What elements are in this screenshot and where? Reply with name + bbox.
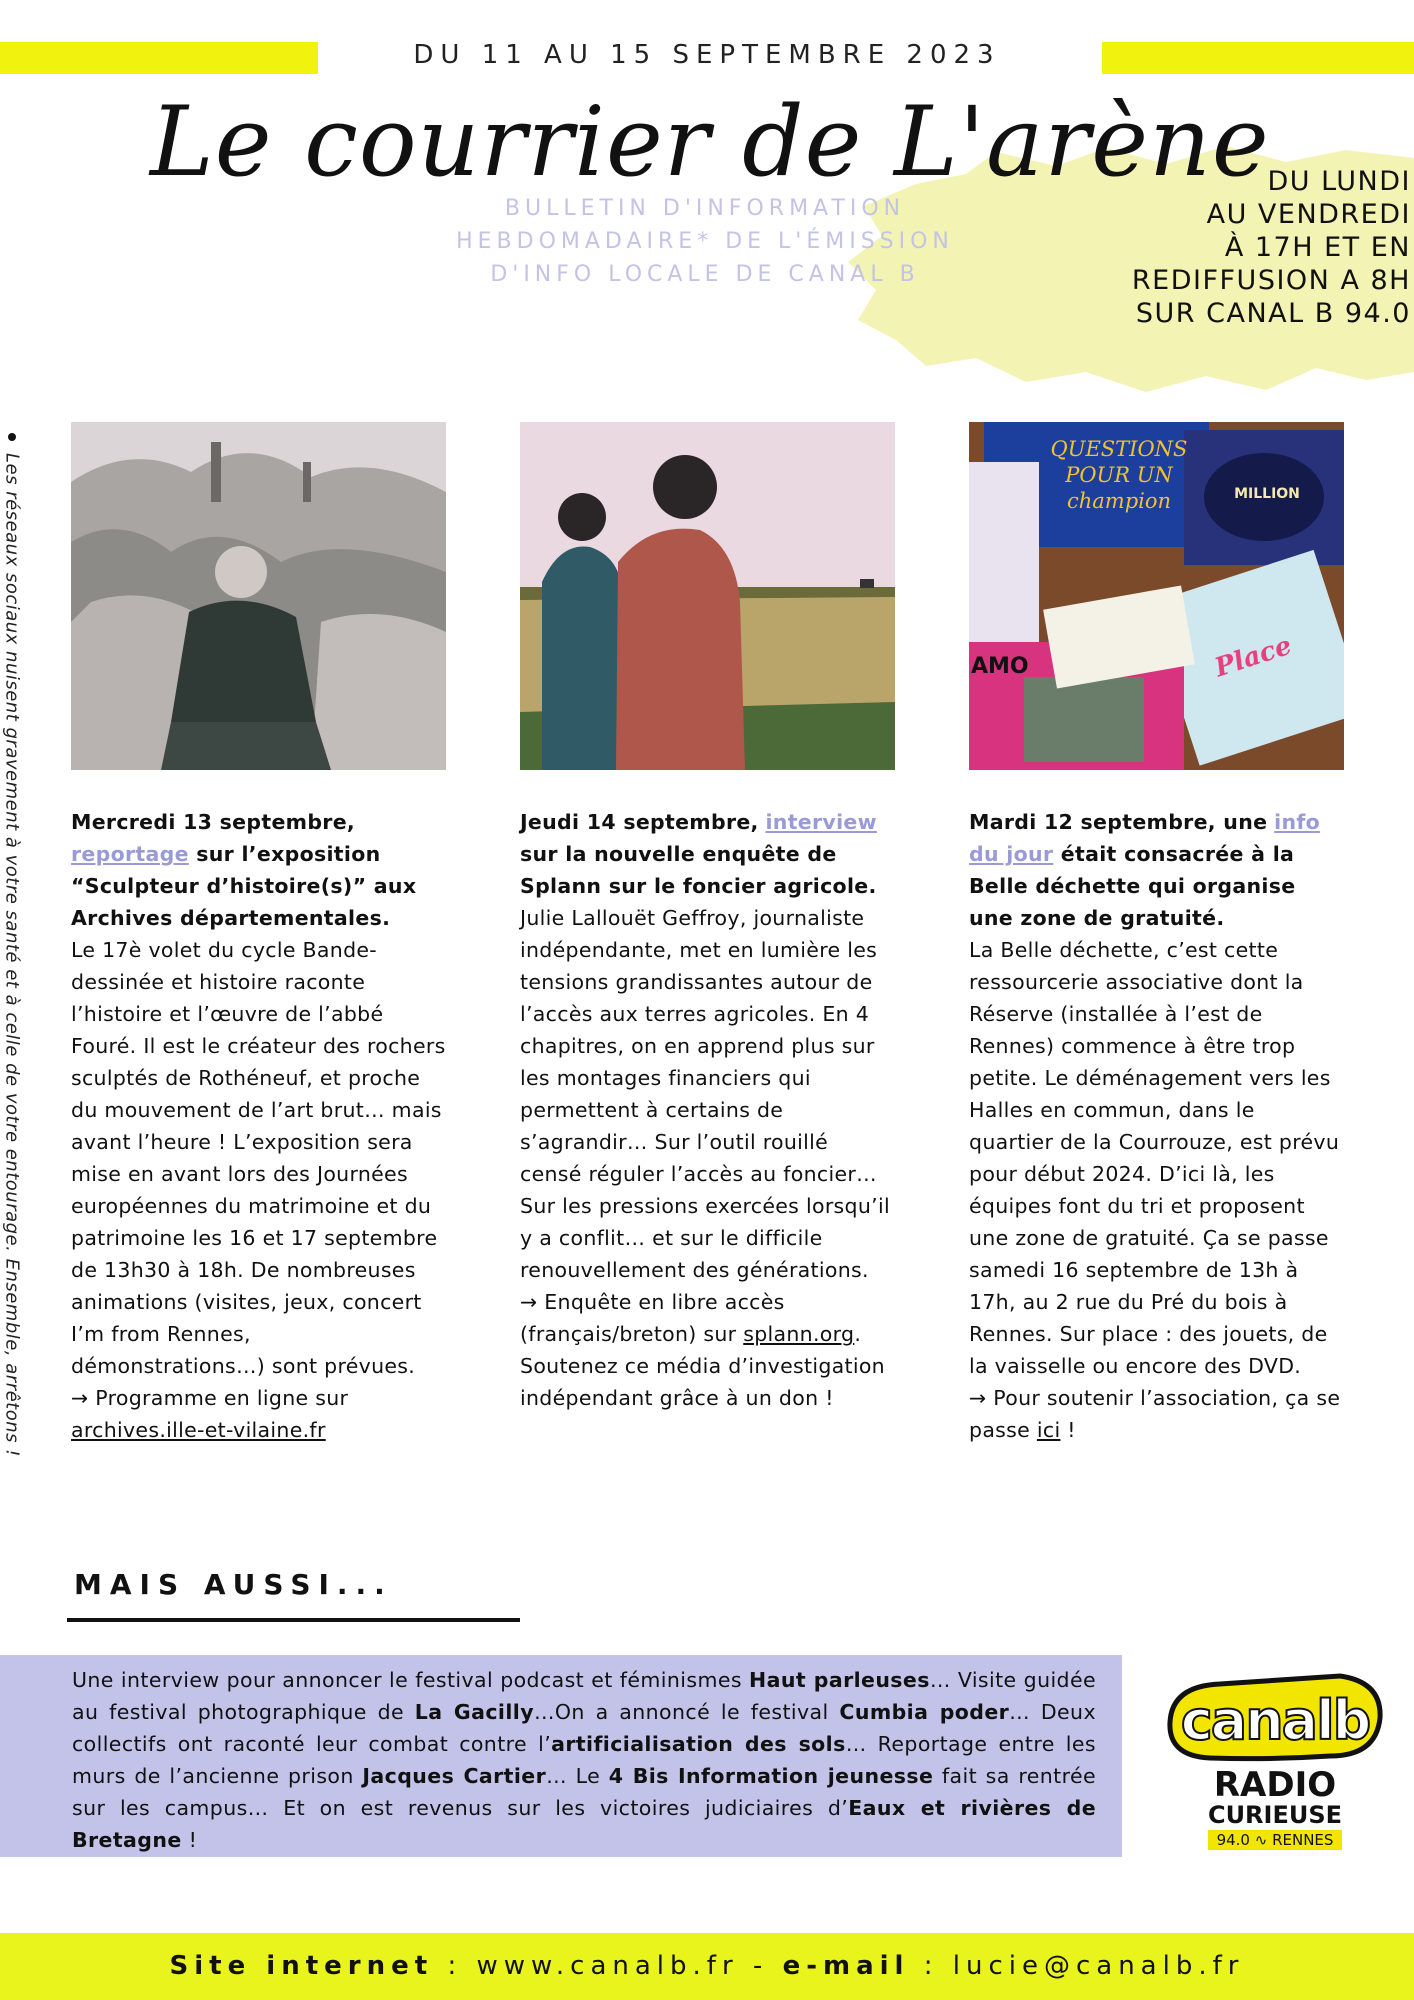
photo-board-games: [969, 422, 1344, 770]
subtitle-line: BULLETIN D'INFORMATION: [504, 196, 906, 221]
newsletter-subtitle: [330, 192, 1080, 291]
text-segment: … Reportage entre les murs de l’ancienne prison: [72, 1732, 1096, 1788]
mais-aussi-text: [72, 1664, 1096, 1856]
article-belle-dechette: [969, 806, 1344, 1446]
footer-contact: [0, 1951, 1414, 1981]
separator: :: [909, 1951, 953, 1981]
email-link[interactable]: lucie@canalb.fr: [952, 1951, 1245, 1981]
article-body: La Belle déchette, c’est cette ressourcerie associative dont la Réserve (installée à l’est de Rennes) commence à être trop petite. Le déménagement vers les Halles en commun, dans le quartier de la Courrouze, est prévu pour début 2024. D’ici là, les équipes font du tri et proposent une zone de gratuité. Ça se passe samedi 16 septembre de 13h à 17h, au 2 rue du Pré du bois à Rennes. Sur place : des jouets, de la vaisselle ou encore des DVD.: [969, 938, 1340, 1378]
article-cta-text: → Programme en ligne sur: [71, 1386, 349, 1410]
game-title-place: Place: [1211, 630, 1296, 684]
highlight-term: Eaux et rivières de Bretagne: [72, 1796, 1097, 1852]
article-cta: [520, 1286, 895, 1414]
broadcast-schedule: [1111, 165, 1411, 330]
text-segment: Une interview pour annoncer le festival podcast et féminismes: [72, 1668, 750, 1692]
article-date: Mardi 12 septembre, une: [969, 810, 1268, 834]
schedule-line: À 17H ET EN: [1224, 232, 1411, 263]
article-cta-end: . Soutenez ce média d’investigation indépendant grâce à un don !: [520, 1322, 885, 1410]
game-title-million: MILLION: [1234, 486, 1300, 502]
highlight-term: Cumbia poder: [839, 1700, 1010, 1724]
article-head-text: était consacrée à la Belle déchette qui organise une zone de gratuité.: [969, 842, 1296, 930]
subtitle-line: HEBDOMADAIRE* DE L'ÉMISSION: [456, 229, 954, 254]
article-cta-text: → Enquête en libre accès (français/breton) sur: [520, 1290, 785, 1346]
mais-aussi-box: [0, 1655, 1122, 1857]
logo-line-radio: RADIO: [1213, 1765, 1337, 1805]
highlight-term: La Gacilly: [414, 1700, 534, 1724]
article-cta-text: → Pour soutenir l’association, ça se passe: [969, 1386, 1341, 1442]
separator: -: [738, 1951, 783, 1981]
interview-link[interactable]: interview: [765, 810, 877, 834]
photo-sculptor: [71, 422, 446, 770]
schedule-line: DU LUNDI: [1267, 166, 1411, 197]
separator: :: [433, 1951, 477, 1981]
photo-farmland: [520, 422, 895, 770]
text-segment: …On a annoncé le festival: [533, 1700, 840, 1724]
text-segment: … Le: [546, 1764, 609, 1788]
article-head: [520, 806, 895, 902]
sidebar-warning-text: Les réseaux sociaux nuisent gravement à votre santé et à celle de votre entourage. Ensemble, arrêtons !: [1, 453, 23, 1457]
top-bar-right: [1102, 42, 1414, 74]
article-head-text: sur la nouvelle enquête de Splann sur le foncier agricole.: [520, 842, 877, 898]
archives-link[interactable]: archives.ille-et-vilaine.fr: [71, 1418, 326, 1442]
game-title-questions: QUESTIONS POUR UN champion: [1050, 437, 1188, 513]
heading-underline: [67, 1618, 520, 1622]
schedule-line: AU VENDREDI: [1206, 199, 1411, 230]
splann-link[interactable]: splann.org: [743, 1322, 855, 1346]
article-exposition: [71, 806, 446, 1446]
article-cta-end: !: [1060, 1418, 1076, 1442]
text-segment: fait sa rentrée sur les campus… Et on est revenus sur les victoires judiciaires d’: [72, 1764, 1096, 1820]
newsletter-title: Le courrier de L'arène: [150, 86, 1270, 198]
subtitle-line: D'INFO LOCALE DE CANAL B: [490, 262, 920, 287]
article-head: [969, 806, 1344, 934]
footer-bar: [0, 1933, 1414, 2000]
text-segment: … Deux collectifs ont raconté leur combat contre l’: [72, 1700, 1096, 1756]
top-bar-left: [0, 42, 318, 74]
logo-line-rennes: 94.0 ∿ RENNES: [1208, 1830, 1342, 1850]
highlight-term: Jacques Cartier: [362, 1764, 547, 1788]
article-head-text: sur l’exposition “Sculpteur d’histoire(s)” aux Archives départementales.: [71, 842, 417, 930]
text-segment: … Visite guidée au festival photographique de: [72, 1668, 1096, 1724]
email-label: e-mail: [782, 1951, 910, 1981]
ici-link[interactable]: ici: [1036, 1418, 1061, 1442]
schedule-line: REDIFFUSION A 8H: [1131, 265, 1411, 296]
text-segment: !: [181, 1828, 198, 1852]
reportage-link[interactable]: reportage: [71, 842, 189, 866]
logo-word: canalb: [1180, 1689, 1370, 1752]
site-label: Site internet: [169, 1951, 434, 1981]
game-title-amo: AMO: [971, 654, 1029, 679]
website-link[interactable]: www.canalb.fr: [476, 1951, 739, 1981]
mais-aussi-heading: MAIS AUSSI...: [74, 1568, 393, 1601]
article-body: Julie Lallouët Geffroy, journaliste indépendante, met en lumière les tensions grandissantes autour de l’accès aux terres agricoles. En 4 chapitres, on en apprend plus sur les montages financiers qui permettent à certains de s’agrandir… Sur l’outil rouillé censé réguler l’accès au foncier… Sur les pressions exercées lorsqu’il y a conflit… et sur le difficile renouvellement des générations.: [520, 906, 890, 1282]
article-cta: [969, 1382, 1344, 1446]
highlight-term: Haut parleuses: [749, 1668, 930, 1692]
article-splann: [520, 806, 895, 1414]
article-head: [71, 806, 446, 934]
date-range: DU 11 AU 15 SEPTEMBRE 2023: [413, 40, 1001, 70]
article-date: Mercredi 13 septembre,: [71, 810, 356, 834]
bullet-dot: [8, 433, 16, 441]
highlight-term: artificialisation des sols: [551, 1732, 846, 1756]
logo-line-curieuse: CURIEUSE: [1207, 1801, 1343, 1829]
article-date: Jeudi 14 septembre,: [520, 810, 759, 834]
highlight-term: 4 Bis Information jeunesse: [608, 1764, 934, 1788]
article-cta: [71, 1382, 446, 1446]
info-du-jour-link[interactable]: info du jour: [969, 810, 1320, 866]
article-body: Le 17è volet du cycle Bande-dessinée et histoire raconte l’histoire et l’œuvre de l’abbé Fouré. Il est le créateur des rochers sculptés de Rothéneuf, et proche du mouvement de l’art brut… mais avant l’heure ! L’exposition sera mise en avant lors des Journées européennes du matrimoine et du patrimoine les 16 et 17 septembre de 13h30 à 18h. De nombreuses animations (visites, jeux, concert I’m from Rennes, démonstrations…) sont prévues.: [71, 938, 446, 1378]
schedule-line: SUR CANAL B 94.0: [1135, 298, 1411, 329]
sidebar-warning: [0, 425, 34, 1485]
canal-b-logo: [1160, 1660, 1390, 1860]
